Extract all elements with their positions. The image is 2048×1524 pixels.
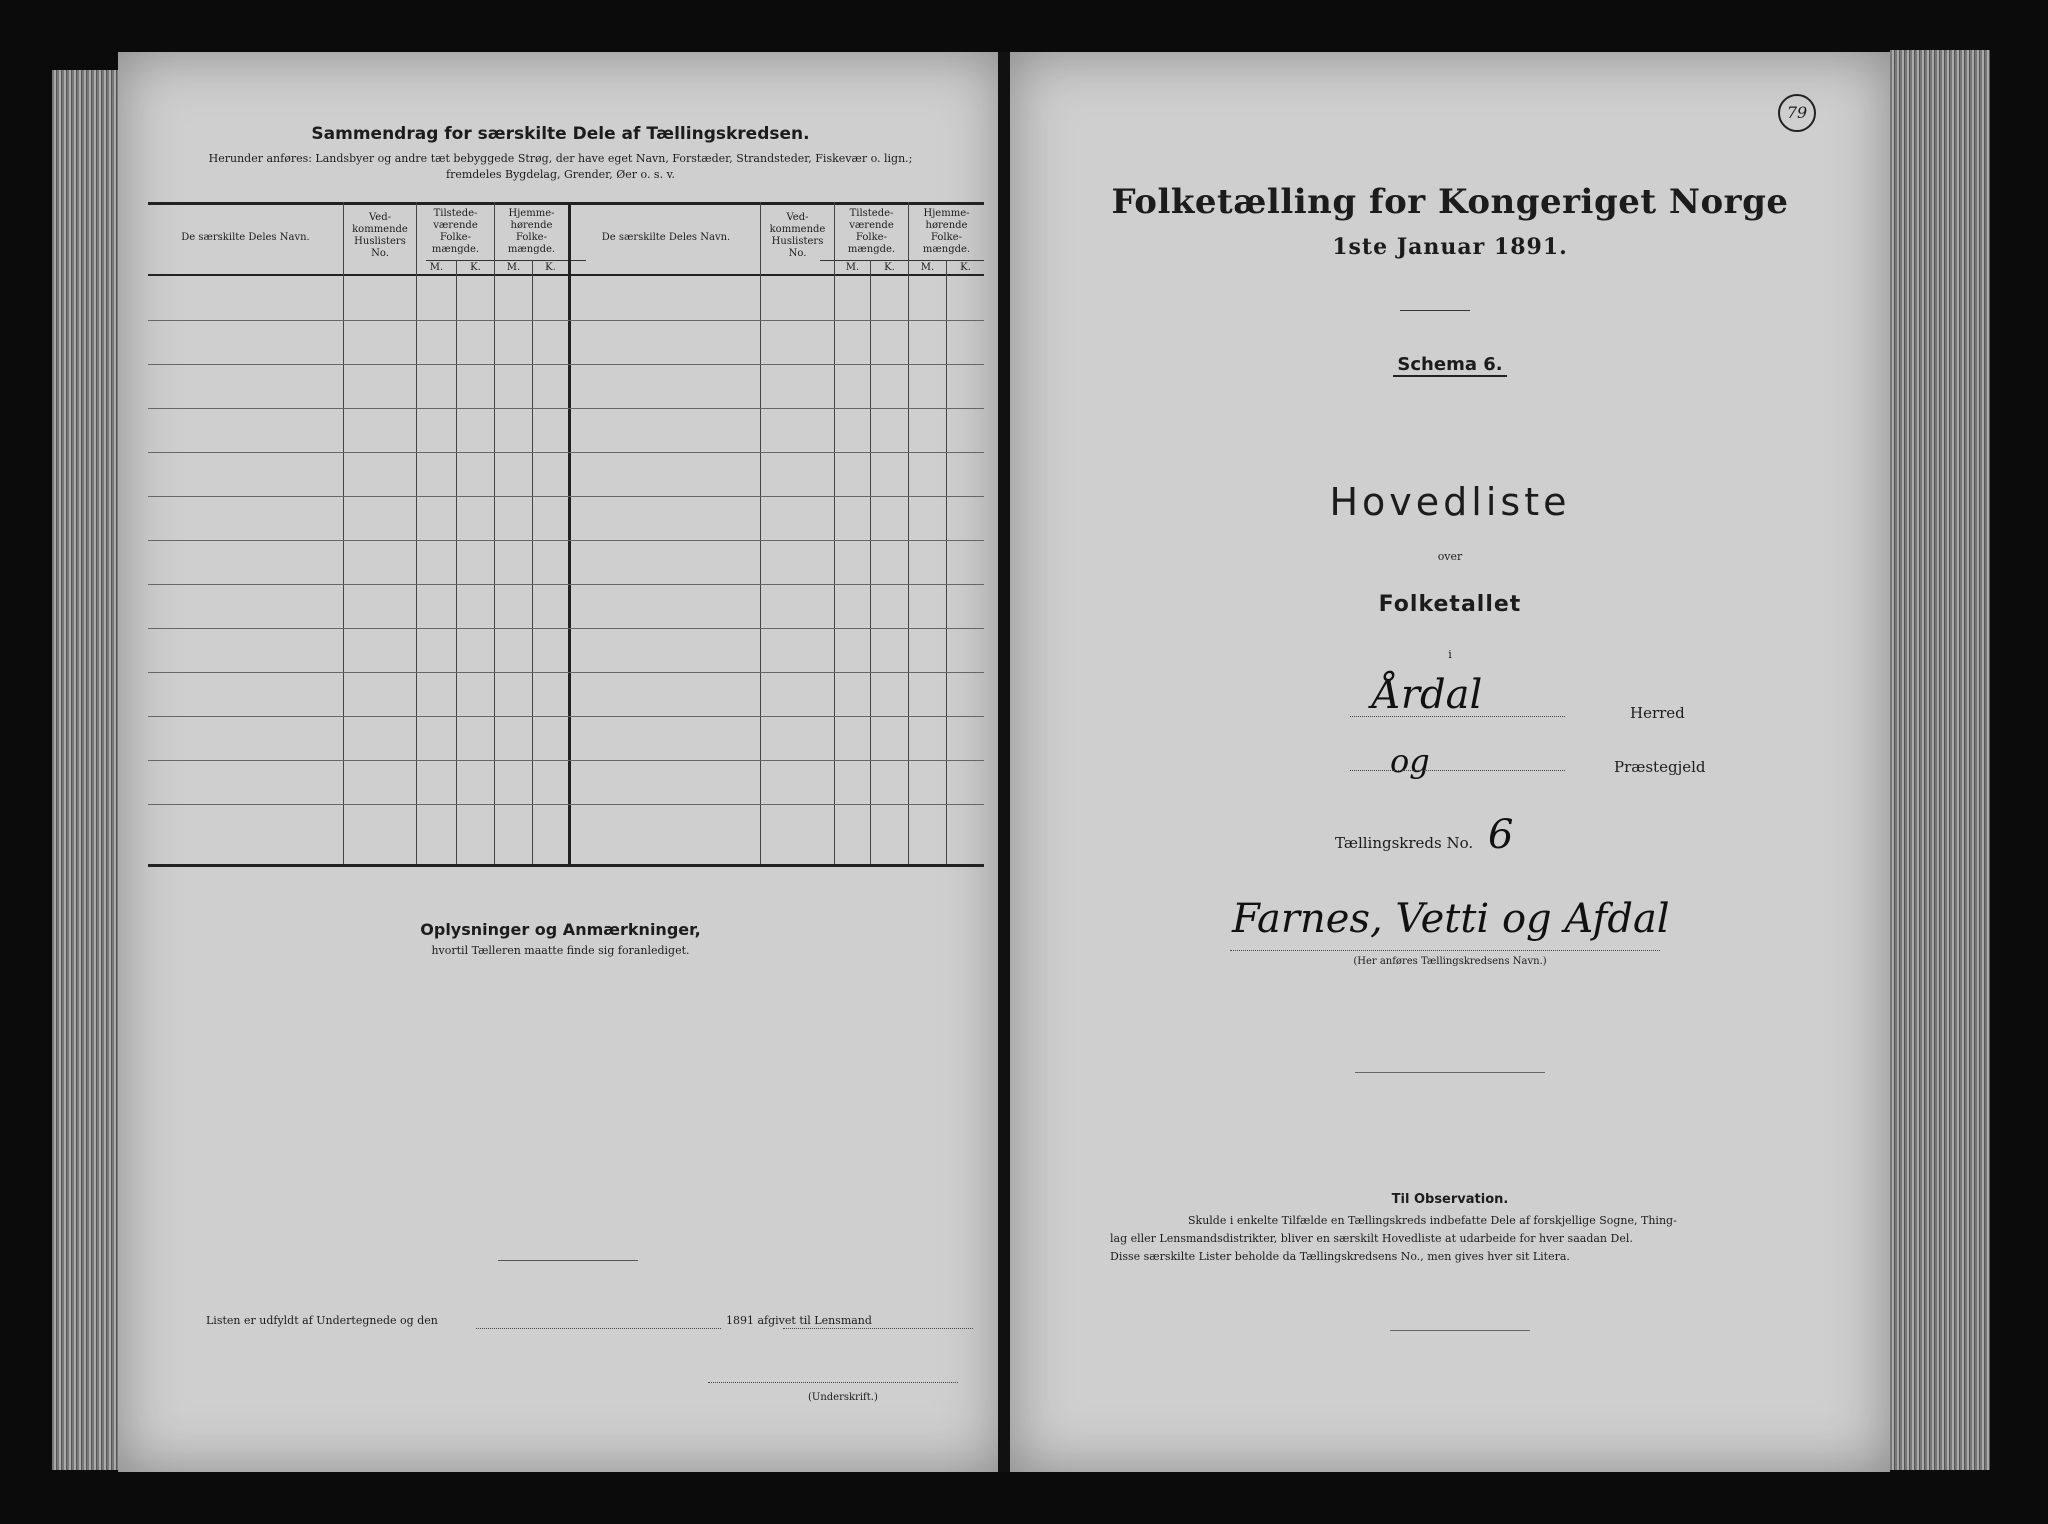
herred-handwritten: Årdal — [1372, 672, 1483, 718]
census-date: 1ste Januar 1891. — [1332, 234, 1568, 260]
col-header-m: M. — [845, 262, 860, 273]
remarks-separator — [498, 1260, 638, 1261]
col-header-k: K. — [545, 262, 556, 273]
col-header-hjemme-left: Hjemme- hørende Folke- mængde. — [507, 208, 556, 255]
schema-label — [1010, 354, 1890, 375]
section-separator — [1355, 1072, 1545, 1073]
observation-line-1: Skulde i enkelte Tilfælde en Tællingskreds indbefatte Dele af forskjellige Sogne, Thing- — [1188, 1214, 1677, 1227]
col-header-name-left: De særskilte Deles Navn. — [181, 232, 310, 243]
left-page — [118, 52, 1003, 1472]
i-label: i — [1448, 648, 1452, 661]
schema-label-text: Schema 6. — [1393, 354, 1506, 377]
col-header-k: K. — [884, 262, 895, 273]
col-header-name-right: De særskilte Deles Navn. — [601, 232, 731, 243]
col-header-tilstede-left: Tilstede- værende Folke- mængde. — [431, 208, 480, 255]
bottom-separator — [1390, 1330, 1530, 1331]
summary-table — [148, 202, 984, 867]
kreds-name-field — [1230, 950, 1660, 951]
observation-line-2: lag eller Lensmandsdistrikter, bliver en særskilt Hovedliste at udarbeide for hver saadan Del. — [1110, 1232, 1633, 1245]
herred-label: Herred — [1630, 704, 1685, 722]
col-header-k: K. — [470, 262, 481, 273]
lensmand-field — [783, 1328, 973, 1329]
col-header-m: M. — [920, 262, 935, 273]
kreds-name-handwritten: Farnes, Vetti og Afdal — [1232, 896, 1670, 942]
main-heading: Folketælling for Kongeriget Norge — [1111, 182, 1789, 222]
col-header-husliste-right: Ved- kommende Huslisters No. — [769, 212, 826, 259]
hovedliste-title: Hovedliste — [1329, 480, 1571, 524]
kreds-number-handwritten: 6 — [1488, 812, 1514, 858]
prestegjeld-field — [1350, 770, 1565, 771]
right-page — [1010, 52, 1890, 1472]
observation-line-3: Disse særskilte Lister beholde da Tællingskredsens No., men gives hver sit Litera. — [1110, 1250, 1570, 1263]
col-header-tilstede-right: Tilstede- værende Folke- mængde. — [847, 208, 896, 255]
herred-field — [1350, 716, 1565, 717]
folketallet-label: Folketallet — [1378, 592, 1522, 617]
col-header-m: M. — [506, 262, 521, 273]
remarks-title: Oplysninger og Anmærkninger, — [420, 920, 701, 939]
col-header-m: M. — [429, 262, 444, 273]
date-separator — [1400, 310, 1470, 311]
date-field — [476, 1328, 721, 1329]
signature-field — [708, 1382, 958, 1383]
page-number: 79 — [1778, 94, 1816, 132]
left-page-edges — [52, 70, 118, 1470]
signature-middle: 1891 afgivet til Lensmand — [726, 1314, 872, 1327]
col-header-husliste-left: Ved- kommende Huslisters No. — [352, 212, 408, 259]
prestegjeld-label: Præstegjeld — [1614, 758, 1706, 776]
signature-prefix: Listen er udfyldt af Undertegnede og den — [206, 1314, 438, 1327]
kreds-name-caption: (Her anføres Tællingskredsens Navn.) — [1353, 956, 1547, 967]
observation-title: Til Observation. — [1391, 1192, 1509, 1207]
col-header-k: K. — [960, 262, 971, 273]
prestegjeld-handwritten: og — [1390, 742, 1430, 780]
over-label: over — [1437, 550, 1463, 563]
summary-subtitle-2: fremdeles Bygdelag, Grender, Øer o. s. v. — [446, 168, 675, 181]
remarks-subtitle: hvortil Tælleren maatte finde sig foranlediget. — [431, 944, 690, 957]
summary-title: Sammendrag for særskilte Dele af Tællingskredsen. — [311, 124, 810, 144]
summary-subtitle-1: Herunder anføres: Landsbyer og andre tæt bebyggede Strøg, der have eget Navn, Forstæder, Strandsteder, Fiskevær o. lign.; — [208, 152, 913, 165]
right-page-edges — [1890, 50, 1990, 1470]
col-header-hjemme-right: Hjemme- hørende Folke- mængde. — [922, 208, 971, 255]
signature-caption: (Underskrift.) — [808, 1392, 878, 1403]
kreds-label: Tællingskreds No. — [1335, 834, 1474, 852]
